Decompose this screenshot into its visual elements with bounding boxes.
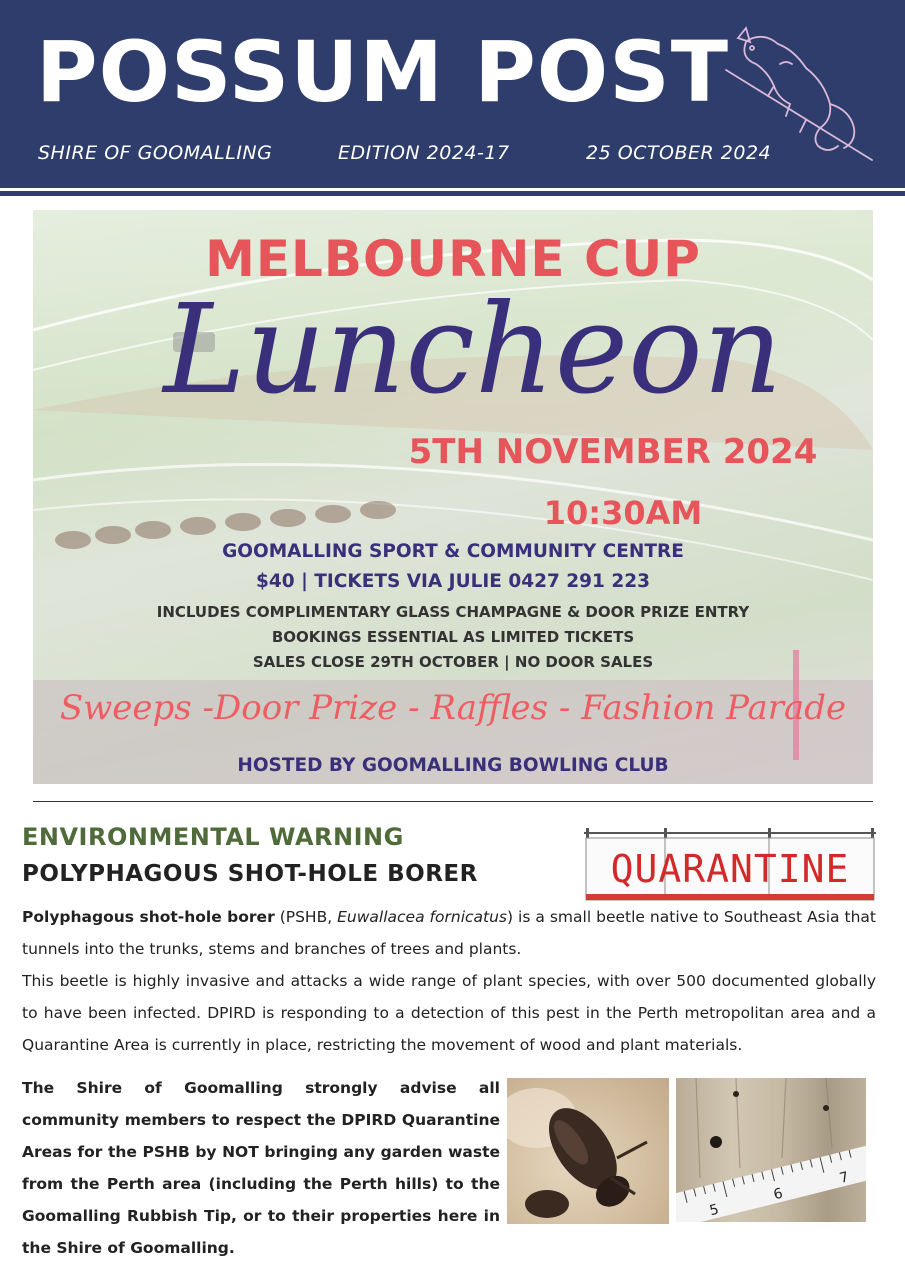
shire-name: SHIRE OF GOOMALLING (38, 142, 273, 164)
beetle-photo (507, 1078, 669, 1224)
includes-info: INCLUDES COMPLIMENTARY GLASS CHAMPAGNE & DOOR PRIZE ENTRY (156, 603, 750, 621)
bookings-info: BOOKINGS ESSENTIAL AS LIMITED TICKETS (271, 628, 635, 646)
issue-date: 25 OCTOBER 2024 (586, 142, 772, 164)
article-paragraph-1 (22, 901, 876, 965)
activities-list: Sweeps -Door Prize - Raffles - Fashion Parade (59, 688, 847, 728)
edition-number: EDITION 2024-17 (338, 142, 510, 164)
masthead-rule (0, 191, 905, 196)
ruler-label-6: 6 (771, 1185, 785, 1204)
possum-icon (720, 24, 880, 169)
article-paragraph-2: This beetle is highly invasive and attacks a wide range of plant species, with over 500 documented globally to have been infected. DPIRD is responding to a detection of this pest in the Perth metropolitan area and a Quarantine Area is currently in place, restricting the movement of wood and plant materials. (22, 972, 876, 1054)
masthead (0, 0, 905, 191)
event-time: 10:30AM (543, 494, 703, 532)
quarantine-sign-text: QUARANTINE (610, 847, 850, 891)
melbourne-cup-flyer (33, 210, 873, 784)
bark-ruler-photo (676, 1078, 866, 1222)
scientific-name: Euwallacea fornicatus (337, 908, 507, 926)
article-kicker: ENVIRONMENTAL WARNING (22, 823, 404, 851)
host-info: HOSTED BY GOOMALLING BOWLING CLUB (237, 755, 669, 776)
flyer-script-title: Luncheon (163, 278, 783, 422)
section-divider (33, 801, 873, 802)
p1-text-a: (PSHB, (274, 908, 338, 926)
ruler-label-7: 7 (837, 1169, 851, 1187)
flyer-title: MELBOURNE CUP (205, 230, 701, 288)
event-date: 5TH NOVEMBER 2024 (408, 432, 818, 472)
pest-name: Polyphagous shot-hole borer (22, 908, 275, 926)
ticket-info: $40 | TICKETS VIA JULIE 0427 291 223 (256, 571, 650, 592)
p1-text-b: ) is a small beetle native to Southeast Asia that tunnels into the trunks, stems and branches of trees and plants. (22, 908, 876, 958)
shire-advice: The Shire of Goomalling strongly advise all community members to respect the DPIRD Quarantine Areas for the PSHB by NOT bringing any garden waste from the Perth area (including the Perth hills) to the Goomalling Rubbish Tip, or to their properties here in the Shire of Goomalling. (22, 1079, 500, 1257)
sales-close-info: SALES CLOSE 29TH OCTOBER | NO DOOR SALES (252, 653, 654, 671)
article-headline: POLYPHAGOUS SHOT-HOLE BORER (22, 861, 478, 887)
ruler-icon (676, 1078, 866, 1222)
event-venue: GOOMALLING SPORT & COMMUNITY CENTRE (222, 541, 684, 562)
ruler-label-5: 5 (707, 1201, 721, 1220)
beetle-icon (507, 1078, 669, 1224)
newsletter-title: POSSUM POST (36, 23, 730, 121)
quarantine-sign-icon (584, 828, 876, 904)
